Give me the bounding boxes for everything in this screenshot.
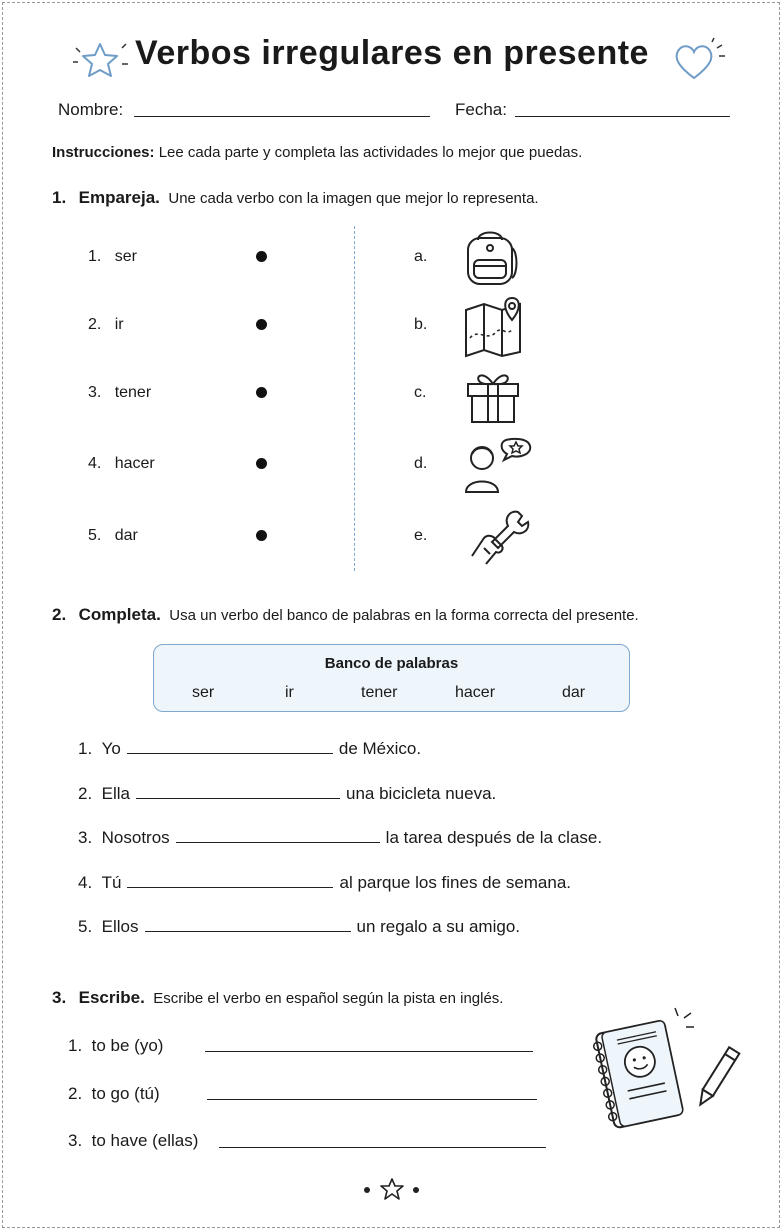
gift-icon[interactable] (466, 368, 522, 424)
write-blank-1[interactable] (205, 1051, 533, 1052)
match-letter-e: e. (414, 527, 428, 544)
match-verb-word: tener (114, 384, 152, 401)
fill-before: Nosotros (101, 828, 170, 847)
fill-before: Ellos (101, 917, 139, 936)
match-verb-num: 5. (88, 527, 102, 544)
notebook-pencil-icon (590, 1004, 735, 1132)
section3-heading: Escribe. (78, 988, 145, 1007)
instructions (52, 144, 582, 161)
section2-header (52, 605, 639, 625)
footer-star-icon (380, 1178, 404, 1200)
fill-after: una bicicleta nueva. (346, 784, 497, 803)
wrench-hand-icon[interactable] (468, 508, 532, 566)
match-dot-3[interactable] (256, 387, 267, 398)
fill-before: Tú (101, 873, 122, 892)
write-item-2 (68, 1084, 160, 1104)
fill-before: Ella (101, 784, 130, 803)
instructions-label: Instrucciones: (52, 144, 155, 161)
nombre-field[interactable] (134, 116, 430, 117)
fill-blank[interactable] (176, 828, 380, 843)
match-letter-b: b. (414, 316, 428, 333)
section1-header (52, 188, 539, 208)
section1-heading: Empareja. (78, 188, 160, 207)
write-blank-2[interactable] (207, 1099, 537, 1100)
fill-num: 2. (78, 784, 93, 803)
fill-num: 5. (78, 917, 93, 936)
write-clue: to be (yo) (91, 1036, 164, 1055)
fill-after: de México. (338, 739, 422, 758)
match-dot-1[interactable] (256, 251, 267, 262)
section3-number: 3. (52, 988, 67, 1007)
fill-blank[interactable] (127, 739, 333, 754)
match-verb-word: ir (114, 316, 124, 333)
match-dot-4[interactable] (256, 458, 267, 469)
map-pin-icon[interactable] (464, 296, 532, 358)
nombre-label: Nombre: (58, 100, 124, 119)
footer-dot-left (364, 1187, 370, 1193)
word-bank-word: ser (192, 684, 215, 701)
match-letter-a: a. (414, 248, 428, 265)
fill-after: la tarea después de la clase. (385, 828, 603, 847)
write-num: 1. (68, 1036, 83, 1055)
fill-num: 1. (78, 739, 93, 758)
fill-num: 3. (78, 828, 93, 847)
match-verb-1 (88, 248, 137, 266)
match-verb-num: 4. (88, 455, 102, 472)
backpack-icon[interactable] (462, 226, 520, 288)
fill-before: Yo (101, 739, 121, 758)
fill-blank[interactable] (145, 917, 351, 932)
word-bank-word: ir (285, 684, 294, 701)
write-clue: to go (tú) (91, 1084, 160, 1103)
footer-dot-right (413, 1187, 419, 1193)
fill-item-4 (78, 873, 571, 893)
fill-blank[interactable] (136, 784, 340, 799)
write-num: 3. (68, 1131, 83, 1150)
match-verb-2 (88, 316, 124, 334)
word-bank-word: dar (562, 684, 586, 701)
match-dot-2[interactable] (256, 319, 267, 330)
section3-header (52, 988, 503, 1008)
word-bank-word: tener (361, 684, 398, 701)
section1-number: 1. (52, 188, 67, 207)
match-verb-num: 2. (88, 316, 102, 333)
fill-item-2 (78, 784, 496, 804)
match-verb-num: 1. (88, 248, 102, 265)
page-title: Verbos irregulares en presente (135, 34, 649, 72)
write-clue: to have (ellas) (91, 1131, 199, 1150)
match-verb-5 (88, 527, 138, 545)
section3-text: Escribe el verbo en español según la pista en inglés. (153, 990, 504, 1007)
fecha-field[interactable] (515, 116, 730, 117)
fill-item-1 (78, 739, 421, 759)
match-verb-word: ser (114, 248, 137, 265)
instructions-text: Lee cada parte y completa las actividades lo mejor que puedas. (158, 144, 583, 161)
fill-item-5 (78, 917, 520, 937)
heart-icon (672, 36, 732, 82)
write-blank-3[interactable] (219, 1147, 546, 1148)
match-dot-5[interactable] (256, 530, 267, 541)
match-letter-d: d. (414, 455, 428, 472)
fecha-label: Fecha: (455, 100, 507, 119)
match-verb-num: 3. (88, 384, 102, 401)
word-bank (153, 644, 630, 712)
match-letter-c: c. (414, 384, 427, 401)
word-bank-title: Banco de palabras (324, 655, 459, 672)
fill-after: al parque los fines de semana. (339, 873, 572, 892)
section1-text: Une cada verbo con la imagen que mejor lo representa. (168, 190, 539, 207)
fill-num: 4. (78, 873, 93, 892)
match-verb-word: hacer (114, 455, 155, 472)
section2-heading: Completa. (78, 605, 161, 624)
fill-after: un regalo a su amigo. (356, 917, 520, 936)
write-num: 2. (68, 1084, 83, 1103)
match-verb-4 (88, 455, 155, 473)
match-verb-word: dar (114, 527, 138, 544)
person-star-icon[interactable] (462, 436, 534, 496)
fill-blank[interactable] (127, 873, 333, 888)
section2-text: Usa un verbo del banco de palabras en la forma correcta del presente. (169, 607, 639, 624)
section2-number: 2. (52, 605, 67, 624)
write-item-3 (68, 1131, 198, 1151)
write-item-1 (68, 1036, 163, 1056)
word-bank-word: hacer (455, 684, 496, 701)
divider (354, 226, 355, 571)
match-verb-3 (88, 384, 151, 402)
fill-item-3 (78, 828, 602, 848)
